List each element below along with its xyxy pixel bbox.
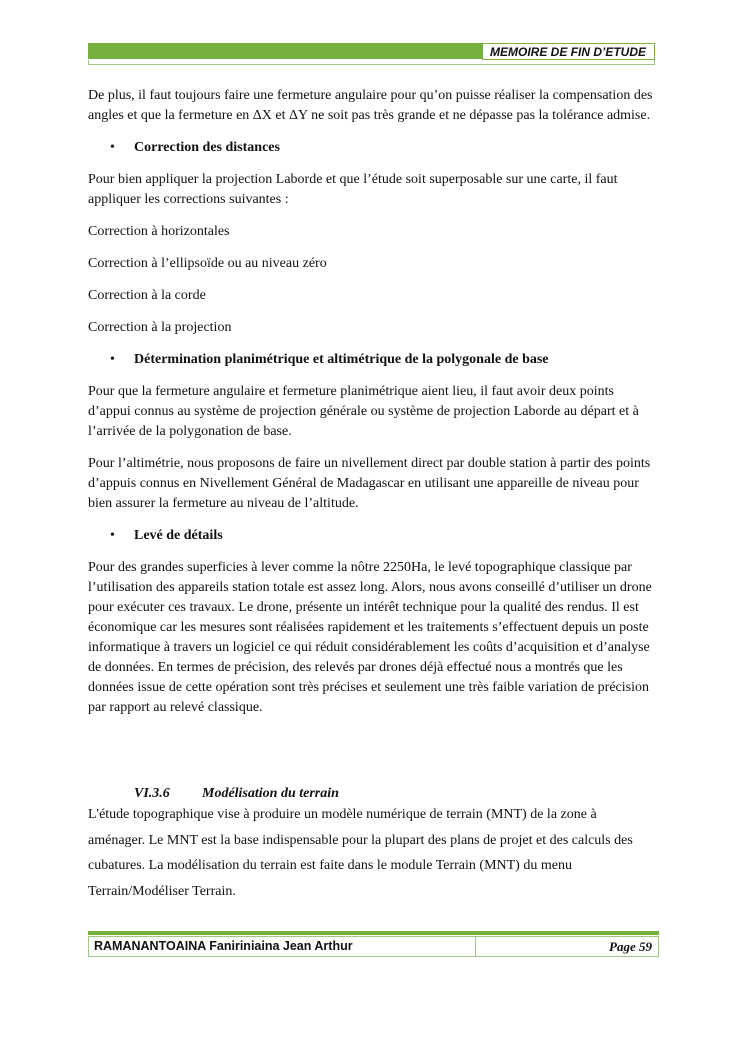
paragraph-angular-closure: De plus, il faut toujours faire une fermeture angulaire pour qu’on puisse réaliser la compensation des angles et que la fermeture en ΔX et ΔY ne soit pas très grande et ne dépasse pas la tolérance admise.	[88, 88, 653, 123]
footer-green-band	[88, 931, 659, 935]
bullet-label: Correction des distances	[134, 140, 280, 155]
bullet-icon: •	[110, 352, 115, 367]
footer-author: RAMANANTOAINA Faniriniaina Jean Arthur	[88, 936, 476, 957]
header-green-band	[88, 43, 482, 59]
page-header	[88, 43, 655, 65]
bullet-leve-details	[88, 526, 656, 546]
paragraph-altimetry: Pour l’altimétrie, nous proposons de faire un nivellement direct par double station à partir des points d’appuis connus en Nivellement Général de Madagascar en utilisant une appareille de niveau pour bien assurer la fermeture au niveau de l’altitude.	[88, 456, 651, 511]
bullet-determination-polygonale	[88, 350, 656, 370]
header-underline	[88, 60, 655, 65]
paragraph-drone-survey: Pour des grandes superficies à lever comme la nôtre 2250Ha, le levé topographique classique par l’utilisation des appareils station totale est assez long. Alors, nous avons conseillé d’utiliser un drone pour exécuter ces travaux. Le drone, présente un intérêt technique pour la qualité des rendus. Il est économique car les mesures sont réalisées rapidement et les traitements s’effectuent depuis un poste informatique à travers un logiciel ce qui réduit considérablement les coûts d’acquisition et d’analyse de données. En termes de précision, des relevés par drones déjà effectué nous a montrés que les données issue de cette opération sont très précises et seulement une très faible variation de précision par rapport au relevé classique.	[88, 560, 652, 715]
page-footer	[88, 931, 659, 959]
bullet-label: Levé de détails	[134, 528, 223, 543]
section-body	[88, 802, 656, 904]
bullet-icon: •	[110, 140, 115, 155]
correction-item: Correction à horizontales	[88, 224, 230, 239]
bullet-icon: •	[110, 528, 115, 543]
header-title: MEMOIRE DE FIN D’ETUDE	[482, 43, 655, 60]
correction-item: Correction à la corde	[88, 288, 206, 303]
footer-page-number: Page 59	[476, 936, 659, 957]
paragraph-laborde-projection: Pour bien appliquer la projection Laborde et que l’étude soit superposable sur une carte, il faut appliquer les corrections suivantes :	[88, 172, 618, 207]
bullet-label: Détermination planimétrique et altimétrique de la polygonale de base	[134, 352, 549, 367]
paragraph-planimetric-closure: Pour que la fermeture angulaire et fermeture planimétrique aient lieu, il faut avoir deux points d’appui connus au système de projection générale ou système de projection Laborde au départ et à l’arrivée de la polygonation de base.	[88, 384, 639, 439]
section-title: Modélisation du terrain	[202, 786, 339, 801]
page-content	[88, 86, 656, 718]
section-number: VI.3.6	[134, 786, 170, 801]
paragraph-terrain-model: L'étude topographique vise à produire un modèle numérique de terrain (MNT) de la zone à aménager. Le MNT est la base indispensable pour la plupart des plans de projet et des calculs des cubatures. La modélisation du terrain est faite dans le module Terrain (MNT) du menu Terrain/Modéliser Terrain.	[88, 807, 633, 899]
section-heading	[134, 785, 339, 803]
correction-item: Correction à l’ellipsoïde ou au niveau zéro	[88, 256, 327, 271]
bullet-correction-distances	[88, 138, 656, 158]
correction-item: Correction à la projection	[88, 320, 232, 335]
